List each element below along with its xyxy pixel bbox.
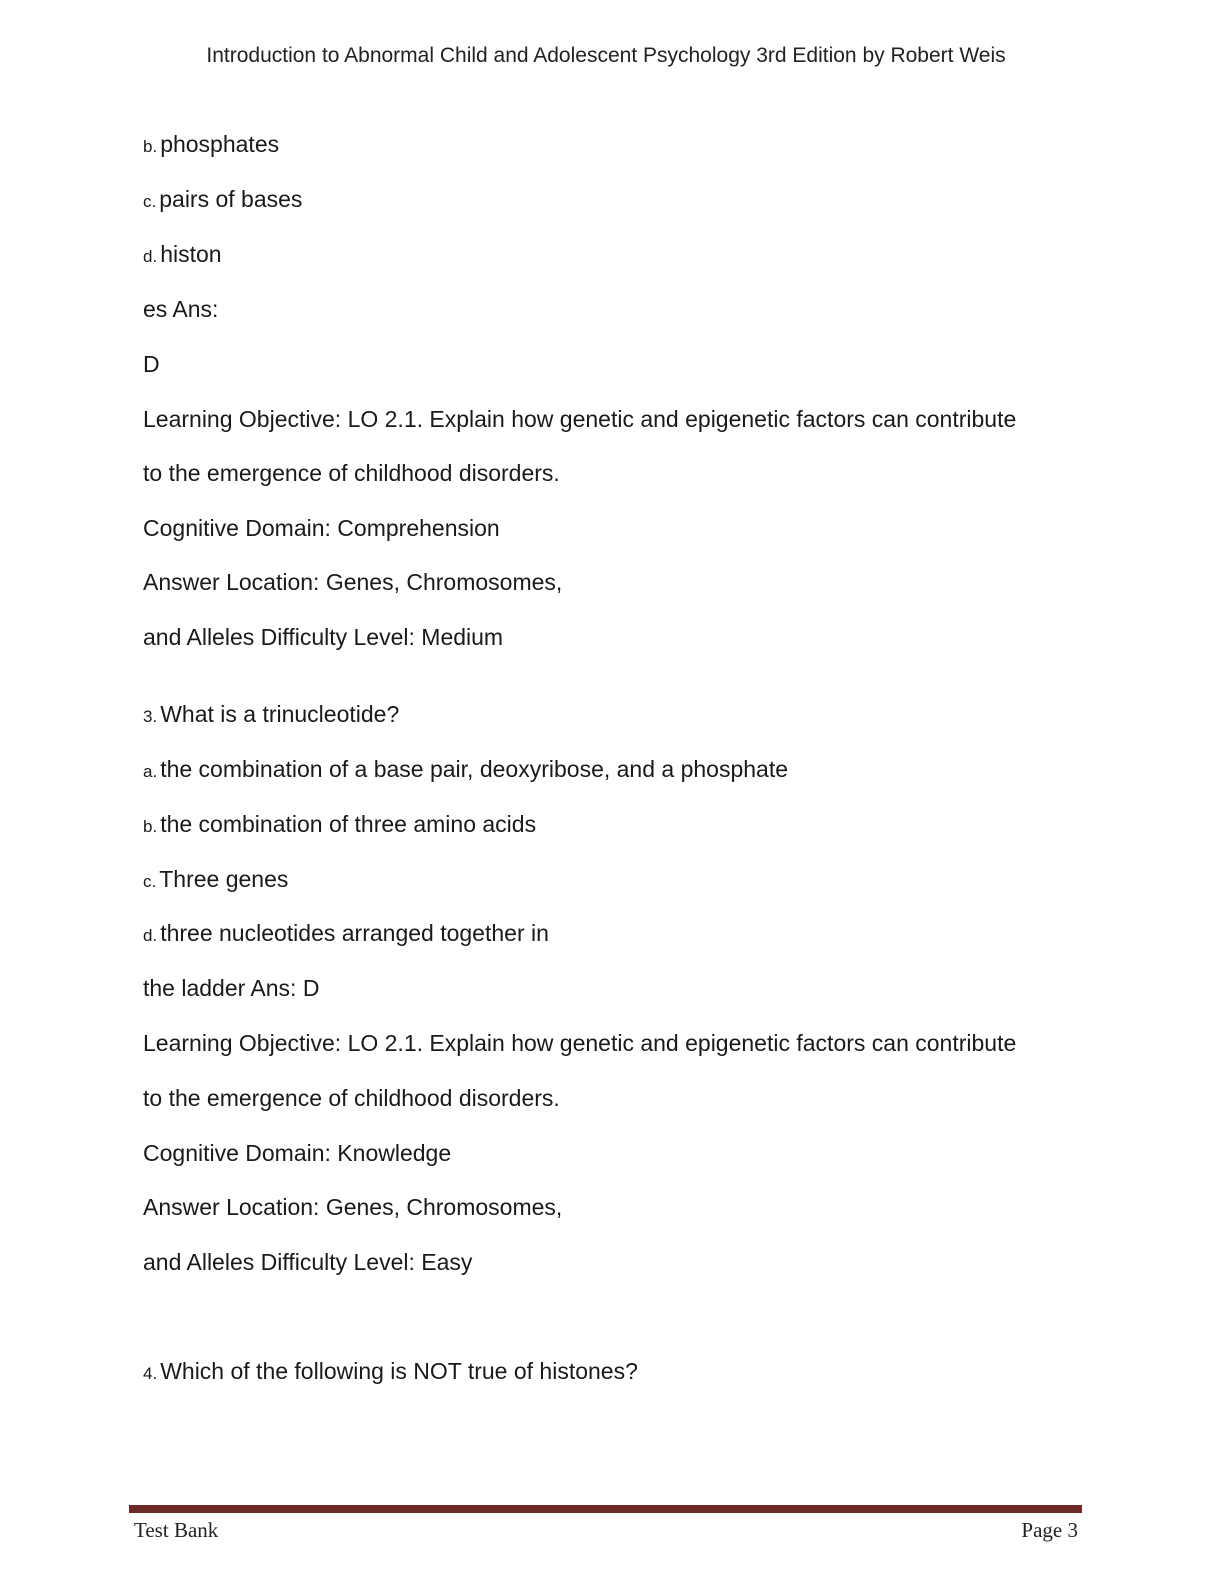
q3-option-b-marker: b. xyxy=(143,817,158,836)
q2-option-b xyxy=(143,131,279,158)
q3-learning-objective-line1: Learning Objective: LO 2.1. Explain how genetic and epigenetic factors can contribute xyxy=(143,1030,1017,1056)
q3-option-b-text: the combination of three amino acids xyxy=(160,811,537,837)
q2-option-d-marker: d. xyxy=(143,247,158,266)
q3-option-a xyxy=(143,756,788,783)
q2-option-b-marker: b. xyxy=(143,137,158,156)
q2-answer-value: D xyxy=(143,351,160,377)
q3-question-text: What is a trinucleotide? xyxy=(160,701,400,727)
q3-answer-location-line2: and Alleles Difficulty Level: Easy xyxy=(143,1249,473,1275)
q3-option-d-marker: d. xyxy=(143,926,158,945)
q3-number: 3. xyxy=(143,707,158,726)
q3-option-c-text: Three genes xyxy=(159,866,289,892)
q2-answer-location-line1: Answer Location: Genes, Chromosomes, xyxy=(143,569,563,595)
q2-option-c-marker: c. xyxy=(143,192,157,211)
q3-option-c-marker: c. xyxy=(143,872,157,891)
q3-answer-location-line1: Answer Location: Genes, Chromosomes, xyxy=(143,1194,563,1220)
q2-answer-location-line2: and Alleles Difficulty Level: Medium xyxy=(143,624,504,650)
q2-cognitive-domain: Cognitive Domain: Comprehension xyxy=(143,515,500,541)
q2-option-c-text: pairs of bases xyxy=(159,186,303,212)
q2-option-d xyxy=(143,241,222,268)
q2-option-d-text: histon xyxy=(160,241,222,267)
q3-option-c xyxy=(143,866,288,893)
q3-answer-line: the ladder Ans: D xyxy=(143,975,320,1001)
q4-number: 4. xyxy=(143,1364,158,1383)
footer-page-number: Page 3 xyxy=(1021,1518,1078,1542)
q3-option-b xyxy=(143,811,536,838)
q3-option-a-text: the combination of a base pair, deoxyribose, and a phosphate xyxy=(160,756,789,782)
page-header-title: Introduction to Abnormal Child and Adolescent Psychology 3rd Edition by Robert Weis xyxy=(206,44,1006,67)
q2-learning-objective-line2: to the emergence of childhood disorders. xyxy=(143,460,560,486)
footer-left-text: Test Bank xyxy=(134,1518,219,1542)
q3-option-a-marker: a. xyxy=(143,762,158,781)
q3-option-d-text: three nucleotides arranged together in xyxy=(160,920,549,946)
q3-cognitive-domain: Cognitive Domain: Knowledge xyxy=(143,1140,452,1166)
q2-answer-label: es Ans: xyxy=(143,296,219,322)
q3-option-d xyxy=(143,920,549,947)
q2-option-c xyxy=(143,186,302,213)
q4-question xyxy=(143,1358,638,1385)
q3-question xyxy=(143,701,399,728)
q2-learning-objective-line1: Learning Objective: LO 2.1. Explain how genetic and epigenetic factors can contribute xyxy=(143,406,1017,432)
q4-question-text: Which of the following is NOT true of histones? xyxy=(160,1358,638,1384)
q2-option-b-text: phosphates xyxy=(160,131,280,157)
footer-rule xyxy=(129,1505,1082,1513)
q3-learning-objective-line2: to the emergence of childhood disorders. xyxy=(143,1085,560,1111)
